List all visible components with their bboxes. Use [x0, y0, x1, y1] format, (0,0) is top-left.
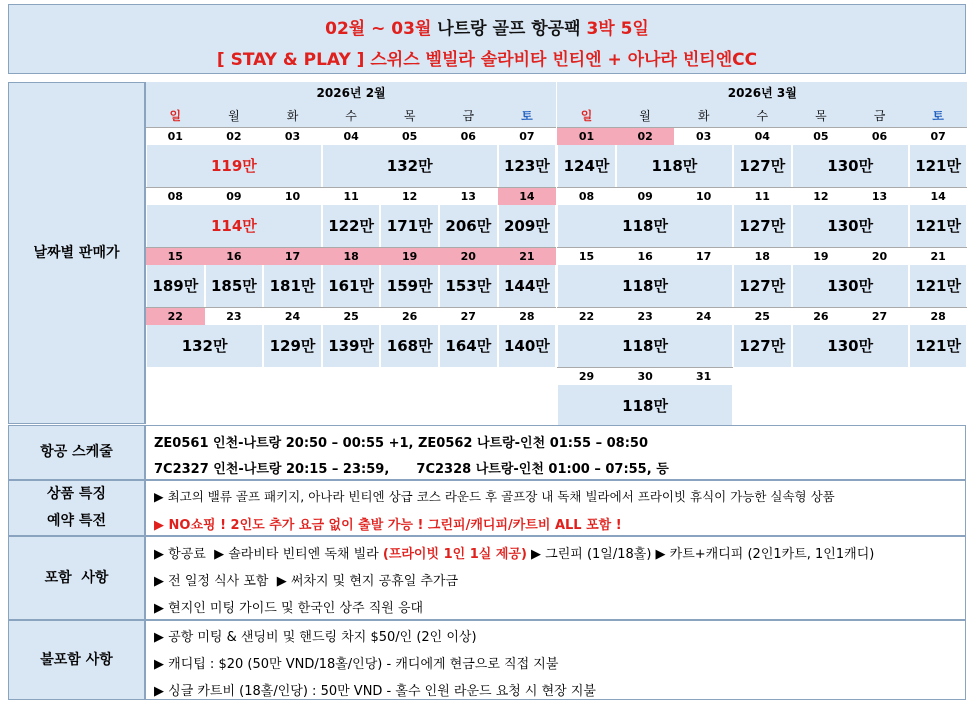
excluded-line-3: ▶ 싱글 카트비 (18홀/인당) : 50만 VND - 홀수 인원 라운드 요청 시 현장 지불 [154, 684, 596, 699]
date-number: 27 [439, 307, 498, 325]
included-line-1 [154, 543, 874, 562]
date-number: 16 [205, 247, 264, 265]
date-number: 06 [850, 127, 909, 145]
weekday-label: 화 [286, 109, 299, 123]
feature-line-2: ▶ NO쇼핑 ! 2인도 추가 요금 없이 출발 가능 ! 그린피/캐디피/카트비 ALL 포함 ! [154, 518, 622, 533]
date-number: 19 [380, 247, 439, 265]
date-number: 30 [616, 367, 675, 385]
included-content [145, 536, 966, 620]
title-banner [8, 4, 966, 74]
weekday-label: 금 [462, 109, 475, 123]
date-number: 13 [850, 187, 909, 205]
date-number: 08 [146, 187, 205, 205]
month-title: 2026년 3월 [557, 82, 967, 105]
price-cell: 127만 [734, 145, 791, 187]
date-number: 05 [792, 127, 851, 145]
price-cell: 124만 [558, 145, 615, 187]
date-number: 14 [498, 187, 557, 205]
date-number: 22 [557, 307, 616, 325]
date-number: 15 [146, 247, 205, 265]
date-number: 04 [733, 127, 792, 145]
price-cell: 118만 [558, 385, 732, 427]
excluded-content [145, 620, 966, 700]
price-cell: 118만 [558, 205, 732, 247]
flights-content [145, 425, 966, 480]
price-cell: 130만 [793, 325, 908, 367]
price-cell: 181만 [264, 265, 321, 307]
weekday-label: 수 [756, 109, 769, 123]
date-number: 07 [909, 127, 968, 145]
price-cell: 118만 [558, 265, 732, 307]
price-cell: 164만 [440, 325, 497, 367]
price-cell: 118만 [558, 325, 732, 367]
price-cell: 121만 [910, 265, 967, 307]
price-cell: 121만 [910, 205, 967, 247]
date-number: 02 [616, 127, 675, 145]
date-number: 18 [733, 247, 792, 265]
date-number: 01 [146, 127, 205, 145]
price-cell: 132만 [147, 325, 262, 367]
date-number: 28 [498, 307, 557, 325]
date-number: 25 [733, 307, 792, 325]
feature-line-1: ▶ 최고의 밸류 골프 패키지, 아나라 빈티엔 상급 코스 라운드 후 골프장 내 독채 빌라에서 프라이빗 휴식이 가능한 실속형 상품 [154, 489, 835, 504]
date-number: 04 [322, 127, 381, 145]
date-number: 26 [380, 307, 439, 325]
features-label [8, 480, 145, 536]
date-number: 15 [557, 247, 616, 265]
weekday-header [557, 105, 967, 127]
weekday-label: 월 [639, 109, 651, 123]
excluded-line-1: ▶ 공항 미팅 & 샌딩비 및 핸드링 차지 $50/인 (2인 이상) [154, 630, 477, 645]
date-number: 11 [733, 187, 792, 205]
price-cell: 171만 [381, 205, 438, 247]
price-cell: 161만 [323, 265, 380, 307]
date-number: 14 [909, 187, 968, 205]
date-number: 03 [263, 127, 322, 145]
date-number: 25 [322, 307, 381, 325]
price-cell: 209만 [499, 205, 556, 247]
title-product: 나트랑 골프 항공팩 [437, 19, 581, 39]
features-label-line-2: 예약 특전 [47, 513, 106, 529]
date-number: 28 [909, 307, 968, 325]
date-number: 06 [439, 127, 498, 145]
date-number: 12 [792, 187, 851, 205]
weekday-label: 목 [815, 109, 827, 123]
date-number: 16 [616, 247, 675, 265]
date-number: 31 [674, 367, 733, 385]
price-cell: 132만 [323, 145, 497, 187]
date-number: 02 [205, 127, 264, 145]
date-number: 20 [439, 247, 498, 265]
date-number: 21 [909, 247, 968, 265]
price-cell: 168만 [381, 325, 438, 367]
price-cell: 121만 [910, 325, 967, 367]
title-nights: 3박 5일 [586, 19, 649, 39]
date-number: 18 [322, 247, 381, 265]
weekday-label: 화 [697, 109, 710, 123]
date-number: 07 [498, 127, 557, 145]
price-cell: 127만 [734, 325, 791, 367]
date-number: 24 [263, 307, 322, 325]
date-number: 22 [146, 307, 205, 325]
included-label: 포함 사항 [8, 536, 145, 620]
date-number: 29 [557, 367, 616, 385]
date-number: 08 [557, 187, 616, 205]
price-cell: 139만 [323, 325, 380, 367]
weekday-label: 금 [873, 109, 886, 123]
flight-line-2: 7C2327 인천-나트랑 20:15 – 23:59, 7C2328 나트랑-인천 01:00 – 07:55, 등 [154, 462, 669, 477]
weekday-header [146, 105, 556, 127]
included-line-1-part-a: ▶ 항공료 ▶ 솔라비타 빈티엔 독채 빌라 [154, 547, 383, 562]
price-cell: 123만 [499, 145, 556, 187]
weekday-label: 수 [345, 109, 357, 123]
included-line-2: ▶ 전 일정 식사 포함 ▶ 써차지 및 현지 공휴일 추가금 [154, 574, 459, 589]
price-cell: 189만 [147, 265, 204, 307]
date-number: 23 [205, 307, 264, 325]
excluded-line-2: ▶ 캐디팁 : $20 (50만 VND/18홀/인당) - 캐디에게 현금으로 직접 지불 [154, 657, 559, 672]
weekday-label: 일 [169, 109, 182, 123]
price-cell: 144만 [499, 265, 556, 307]
price-cell: 185만 [206, 265, 263, 307]
price-calendar [145, 82, 966, 424]
included-line-3: ▶ 현지인 미팅 가이드 및 한국인 상주 직원 응대 [154, 601, 424, 616]
date-number: 20 [850, 247, 909, 265]
date-number: 09 [205, 187, 264, 205]
price-cell: 130만 [793, 145, 908, 187]
features-content [145, 480, 966, 536]
price-cell: 130만 [793, 265, 908, 307]
weekday-label: 목 [403, 109, 416, 123]
features-label-line-1: 상품 특징 [47, 486, 106, 502]
date-number: 11 [322, 187, 381, 205]
date-number: 09 [616, 187, 675, 205]
title-line-2: [ STAY & PLAY ] 스위스 벨빌라 솔라비타 빈티엔 + 아나라 빈티엔CC [216, 50, 758, 70]
price-cell: 206만 [440, 205, 497, 247]
date-number: 24 [674, 307, 733, 325]
date-number: 17 [674, 247, 733, 265]
date-number: 21 [498, 247, 557, 265]
excluded-label: 불포함 사항 [8, 620, 145, 700]
price-cell: 114만 [147, 205, 321, 247]
weekday-label: 토 [932, 109, 944, 123]
date-number: 27 [850, 307, 909, 325]
date-number: 23 [616, 307, 675, 325]
date-number: 10 [263, 187, 322, 205]
included-line-1-highlight: (프라이빗 1인 1실 제공) [382, 547, 527, 562]
date-number: 03 [674, 127, 733, 145]
price-cell: 153만 [440, 265, 497, 307]
flight-line-1: ZE0561 인천-나트랑 20:50 – 00:55 +1, ZE0562 나트랑-인천 01:55 – 08:50 [154, 436, 649, 451]
date-number: 05 [380, 127, 439, 145]
date-number: 13 [439, 187, 498, 205]
price-cell: 127만 [734, 205, 791, 247]
date-number: 19 [792, 247, 851, 265]
month-title: 2026년 2월 [146, 82, 556, 105]
weekday-label: 월 [228, 109, 240, 123]
title-line-1 [9, 14, 965, 39]
weekday-label: 일 [580, 109, 593, 123]
price-cell: 119만 [147, 145, 321, 187]
date-number: 01 [557, 127, 616, 145]
price-cell: 121만 [910, 145, 967, 187]
price-cell: 129만 [264, 325, 321, 367]
price-cell: 122만 [323, 205, 380, 247]
price-cell: 130만 [793, 205, 908, 247]
date-number: 10 [674, 187, 733, 205]
date-number: 26 [792, 307, 851, 325]
title-months: 02월 ~ 03월 [325, 19, 432, 39]
date-number: 12 [380, 187, 439, 205]
flights-label: 항공 스케줄 [8, 425, 145, 480]
calendar-label: 날짜별 판매가 [8, 82, 145, 424]
included-line-1-part-c: ▶ 그린피 (1일/18홀) ▶ 카트+캐디피 (2인1카트, 1인1캐디) [526, 547, 875, 562]
price-cell: 140만 [499, 325, 556, 367]
weekday-label: 토 [521, 109, 533, 123]
price-cell: 118만 [617, 145, 732, 187]
price-cell: 127만 [734, 265, 791, 307]
date-number: 17 [263, 247, 322, 265]
price-cell: 159만 [381, 265, 438, 307]
